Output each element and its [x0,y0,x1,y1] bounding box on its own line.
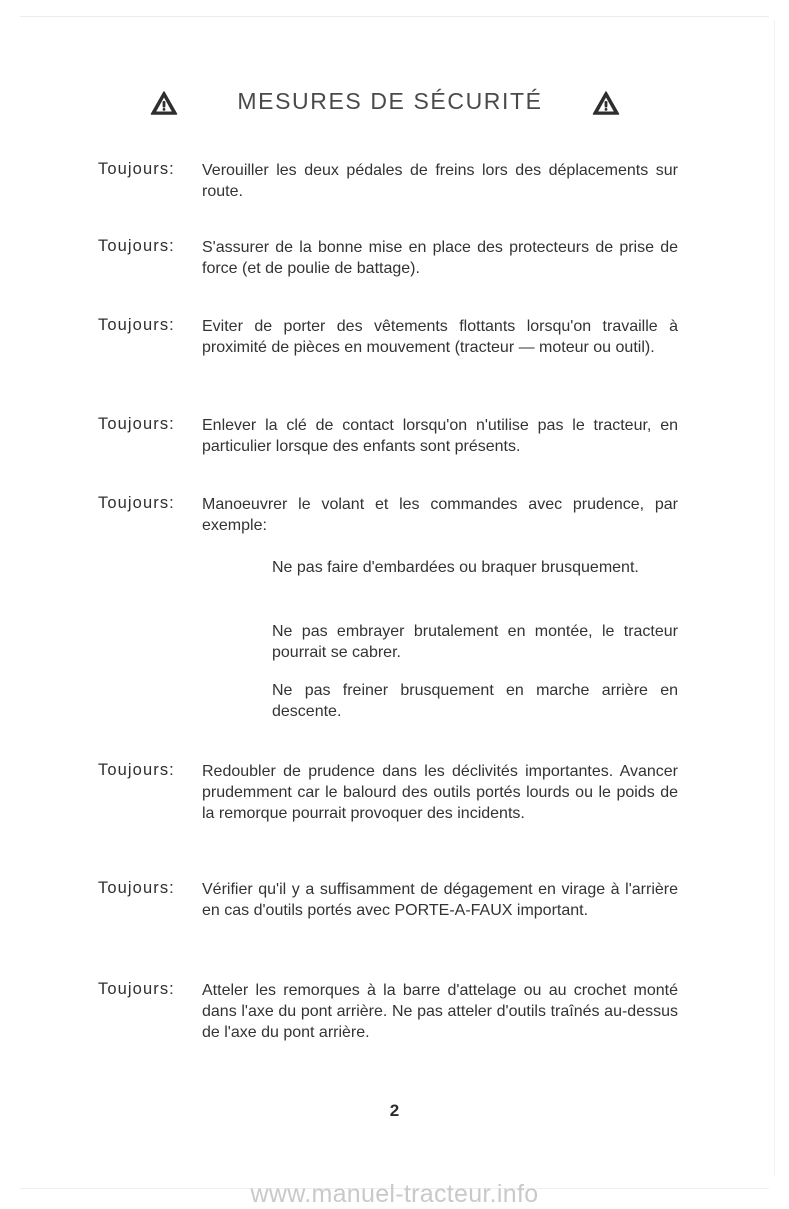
page-top-edge [20,16,769,17]
rule-text: Enlever la clé de contact lorsqu'on n'utilise pas le tracteur, en particulier lorsque des enfants sont présents. [202,417,678,455]
rule-label: Toujours: [98,879,175,897]
rule-label: Toujours: [98,494,175,512]
rule-text: Redoubler de prudence dans les déclivités importantes. Avancer prudemment car le balourd des outils portés lourds ou le poids de la remorque pourrait provoquer des incidents. [202,763,678,822]
example-item: Ne pas faire d'embardées ou braquer brusquement. [272,559,639,576]
page-number: 2 [389,1101,400,1120]
warning-triangle-icon [592,90,620,116]
rule-text: Eviter de porter des vêtements flottants lorsqu'on travaille à proximité de pièces en mouvement (tracteur — moteur ou outil). [202,318,678,356]
rule-label: Toujours: [98,415,175,433]
warning-triangle-icon [150,90,178,116]
rule-text: Verouiller les deux pédales de freins lors des déplacements sur route. [202,162,678,200]
rule-label: Toujours: [98,761,175,779]
rule-text: Vérifier qu'il y a suffisamment de dégagement en virage à l'arrière en cas d'outils portés avec PORTE-A-FAUX important. [202,881,678,919]
rule-text: Manoeuvrer le volant et les commandes avec prudence, par exemple: [202,496,678,534]
rule-label: Toujours: [98,237,175,255]
rule-label: Toujours: [98,160,175,178]
example-item: Ne pas freiner brusquement en marche arrière en descente. [272,682,678,720]
rule-label: Toujours: [98,980,175,998]
page-header [0,86,789,126]
page-title: MESURES DE SÉCURITÉ [237,88,543,114]
rule-text: Atteler les remorques à la barre d'attelage ou au crochet monté dans l'axe du pont arrière. Ne pas atteler d'outils traînés au-dessus de l'axe du pont arrière. [202,982,678,1041]
watermark-url: www.manuel-tracteur.info [250,1180,539,1208]
rule-text: S'assurer de la bonne mise en place des protecteurs de prise de force (et de poulie de battage). [202,239,678,277]
rule-label: Toujours: [98,316,175,334]
example-item: Ne pas embrayer brutalement en montée, le tracteur pourrait se cabrer. [272,623,678,661]
page-right-edge [774,20,775,1176]
